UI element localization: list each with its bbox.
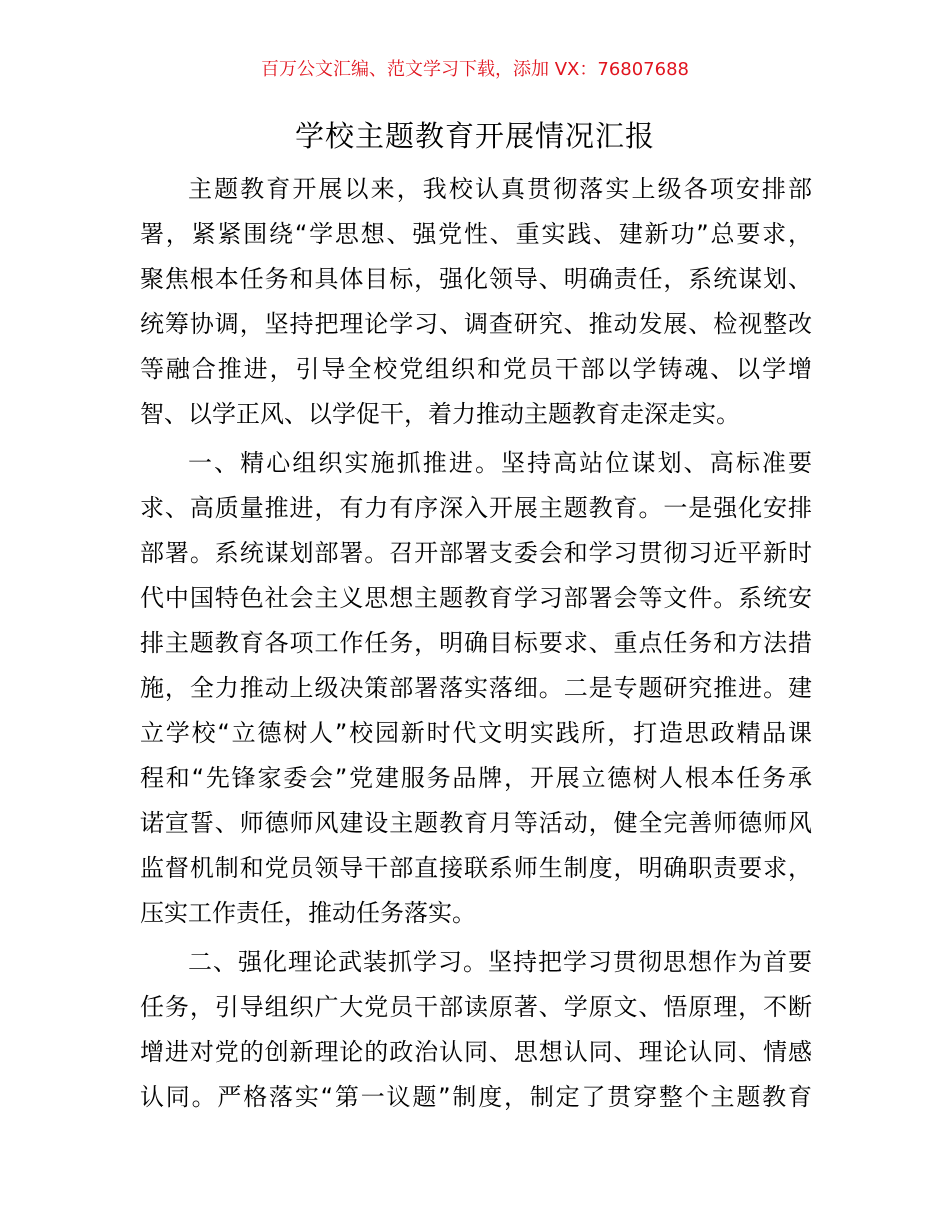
paragraph-line: 程和“先锋家委会”党建服务品牌，开展立德树人根本任务承 (140, 764, 812, 792)
watermark-header: 百万公文汇编、范文学习下载，添加 VX：76807688 (261, 59, 689, 80)
paragraph-line: 监督机制和党员领导干部直接联系师生制度，明确职责要求， (140, 854, 812, 882)
paragraph-line: 一、精心组织实施抓推进。坚持高站位谋划、高标准要 (188, 449, 812, 477)
paragraph-line: 主题教育开展以来，我校认真贯彻落实上级各项安排部 (188, 175, 812, 203)
paragraph-line: 二、强化理论武装抓学习。坚持把学习贯彻思想作为首要 (188, 948, 812, 976)
paragraph-line: 认同。严格落实“第一议题”制度，制定了贯穿整个主题教育 (140, 1083, 812, 1111)
paragraph-line: 立学校“立德树人”校园新时代文明实践所，打造思政精品课 (140, 719, 812, 747)
paragraph-line: 排主题教育各项工作任务，明确目标要求、重点任务和方法措 (140, 629, 812, 657)
paragraph-line: 诺宣誓、师德师风建设主题教育月等活动，健全完善师德师风 (140, 809, 812, 837)
paragraph-line: 署，紧紧围绕“学思想、强党性、重实践、建新功”总要求， (140, 220, 812, 248)
document-title: 学校主题教育开展情况汇报 (294, 119, 655, 153)
paragraph-line: 压实工作责任，推动任务落实。 (140, 899, 476, 927)
paragraph-line: 求、高质量推进，有力有序深入开展主题教育。一是强化安排 (140, 494, 812, 522)
paragraph-line: 代中国特色社会主义思想主题教育学习部署会等文件。系统安 (140, 584, 812, 612)
paragraph-line: 智、以学正风、以学促干，着力推动主题教育走深走实。 (140, 400, 740, 428)
paragraph-line: 统筹协调，坚持把理论学习、调查研究、推动发展、检视整改 (140, 310, 812, 338)
paragraph-line: 增进对党的创新理论的政治认同、思想认同、理论认同、情感 (140, 1038, 812, 1066)
paragraph-line: 部署。系统谋划部署。召开部署支委会和学习贯彻习近平新时 (140, 539, 812, 567)
paragraph-line: 施，全力推动上级决策部署落实落细。二是专题研究推进。建 (140, 674, 812, 702)
paragraph-line: 任务，引导组织广大党员干部读原著、学原文、悟原理，不断 (140, 993, 812, 1021)
paragraph-line: 等融合推进，引导全校党组织和党员干部以学铸魂、以学增 (140, 355, 812, 383)
paragraph-line: 聚焦根本任务和具体目标，强化领导、明确责任，系统谋划、 (140, 265, 812, 293)
